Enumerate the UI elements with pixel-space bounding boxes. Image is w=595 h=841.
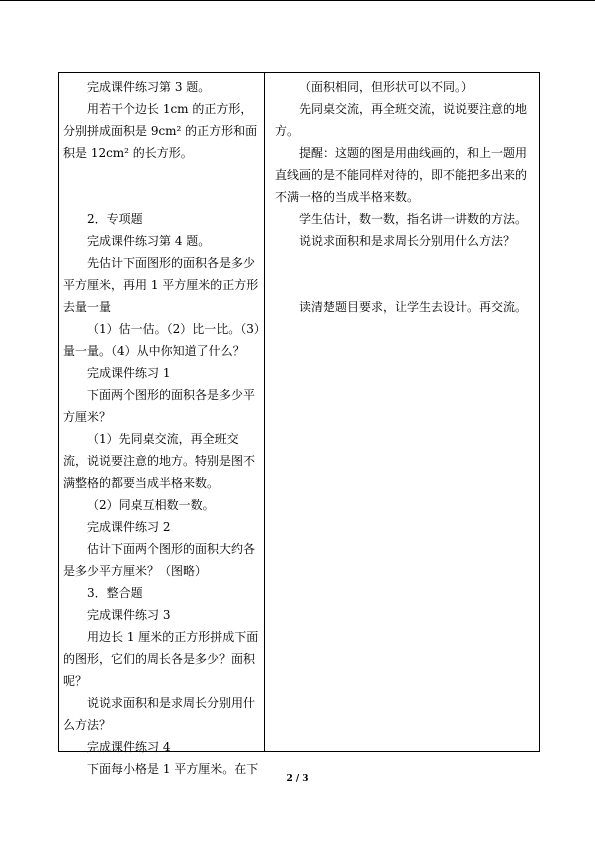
paragraph: （1）先同桌交流，再全班交流，说说要注意的地方。特别是图不满整格的都要当成半格来数。: [63, 432, 256, 490]
section-heading: 3．整合题: [87, 586, 143, 600]
paragraph: 先估计下面图形的面积各是多少平方厘米，再用 1 平方厘米的正方形去量一量: [63, 256, 259, 314]
paragraph: 说说求面积和是求周长分别用什么方法？: [63, 696, 256, 732]
paragraph: 下面两个图形的面积各是多少平方厘米？: [63, 388, 256, 424]
paragraph: 估计下面两个图形的面积大约各是多少平方厘米？（图略）: [63, 542, 256, 578]
top-rule: [0, 0, 595, 1]
paragraph: 下面每小格是 1 平方厘米。在下: [87, 762, 259, 776]
paragraph: 完成课件练习 2: [87, 520, 171, 534]
table-left-column: [59, 73, 265, 776]
paragraph: （2）同桌互相数一数。: [87, 498, 215, 512]
content-table: [58, 72, 540, 776]
paragraph: 学生估计，数一数，指名讲一讲数的方法。: [299, 212, 528, 226]
paragraph: 说说求面积和是求周长分别用什么方法？: [299, 234, 516, 248]
paragraph: 完成课件练习 4: [87, 740, 171, 754]
paragraph: 完成课件练习 3: [87, 608, 171, 622]
paragraph: 完成课件练习 1: [87, 366, 171, 380]
table-right-column: [265, 73, 539, 751]
spacer: [275, 252, 535, 296]
paragraph: 读清楚题目要求，让学生去设计。再交流。: [299, 300, 528, 314]
paragraph: 先同桌交流，再全班交流，说说要注意的地方。: [275, 102, 528, 138]
page-number: 2 / 3: [286, 774, 309, 784]
paragraph: 提醒：这题的图是用曲线画的，和上一题用直线画的是不能同样对待的，即不能把多出来的不满一格的当成半格来数。: [275, 146, 528, 204]
paragraph: （1）估一估。（2）比一比。（3）量一量。（4）从中你知道了什么？: [63, 322, 260, 358]
paragraph: 用若干个边长 1cm 的正方形，分别拼成面积是 9cm² 的正方形和面积是 12cm² 的长方形。: [63, 102, 258, 160]
spacer: [63, 164, 260, 208]
section-heading: 2．专项题: [87, 212, 143, 226]
paragraph: 用边长 1 厘米的正方形拼成下面的图形，它们的周长各是多少？面积呢？: [63, 630, 259, 688]
paragraph: 完成课件练习第 3 题。: [87, 80, 211, 94]
paragraph: 完成课件练习第 4 题。: [87, 234, 211, 248]
paragraph: （面积相同，但形状可以不同。）: [299, 80, 474, 94]
